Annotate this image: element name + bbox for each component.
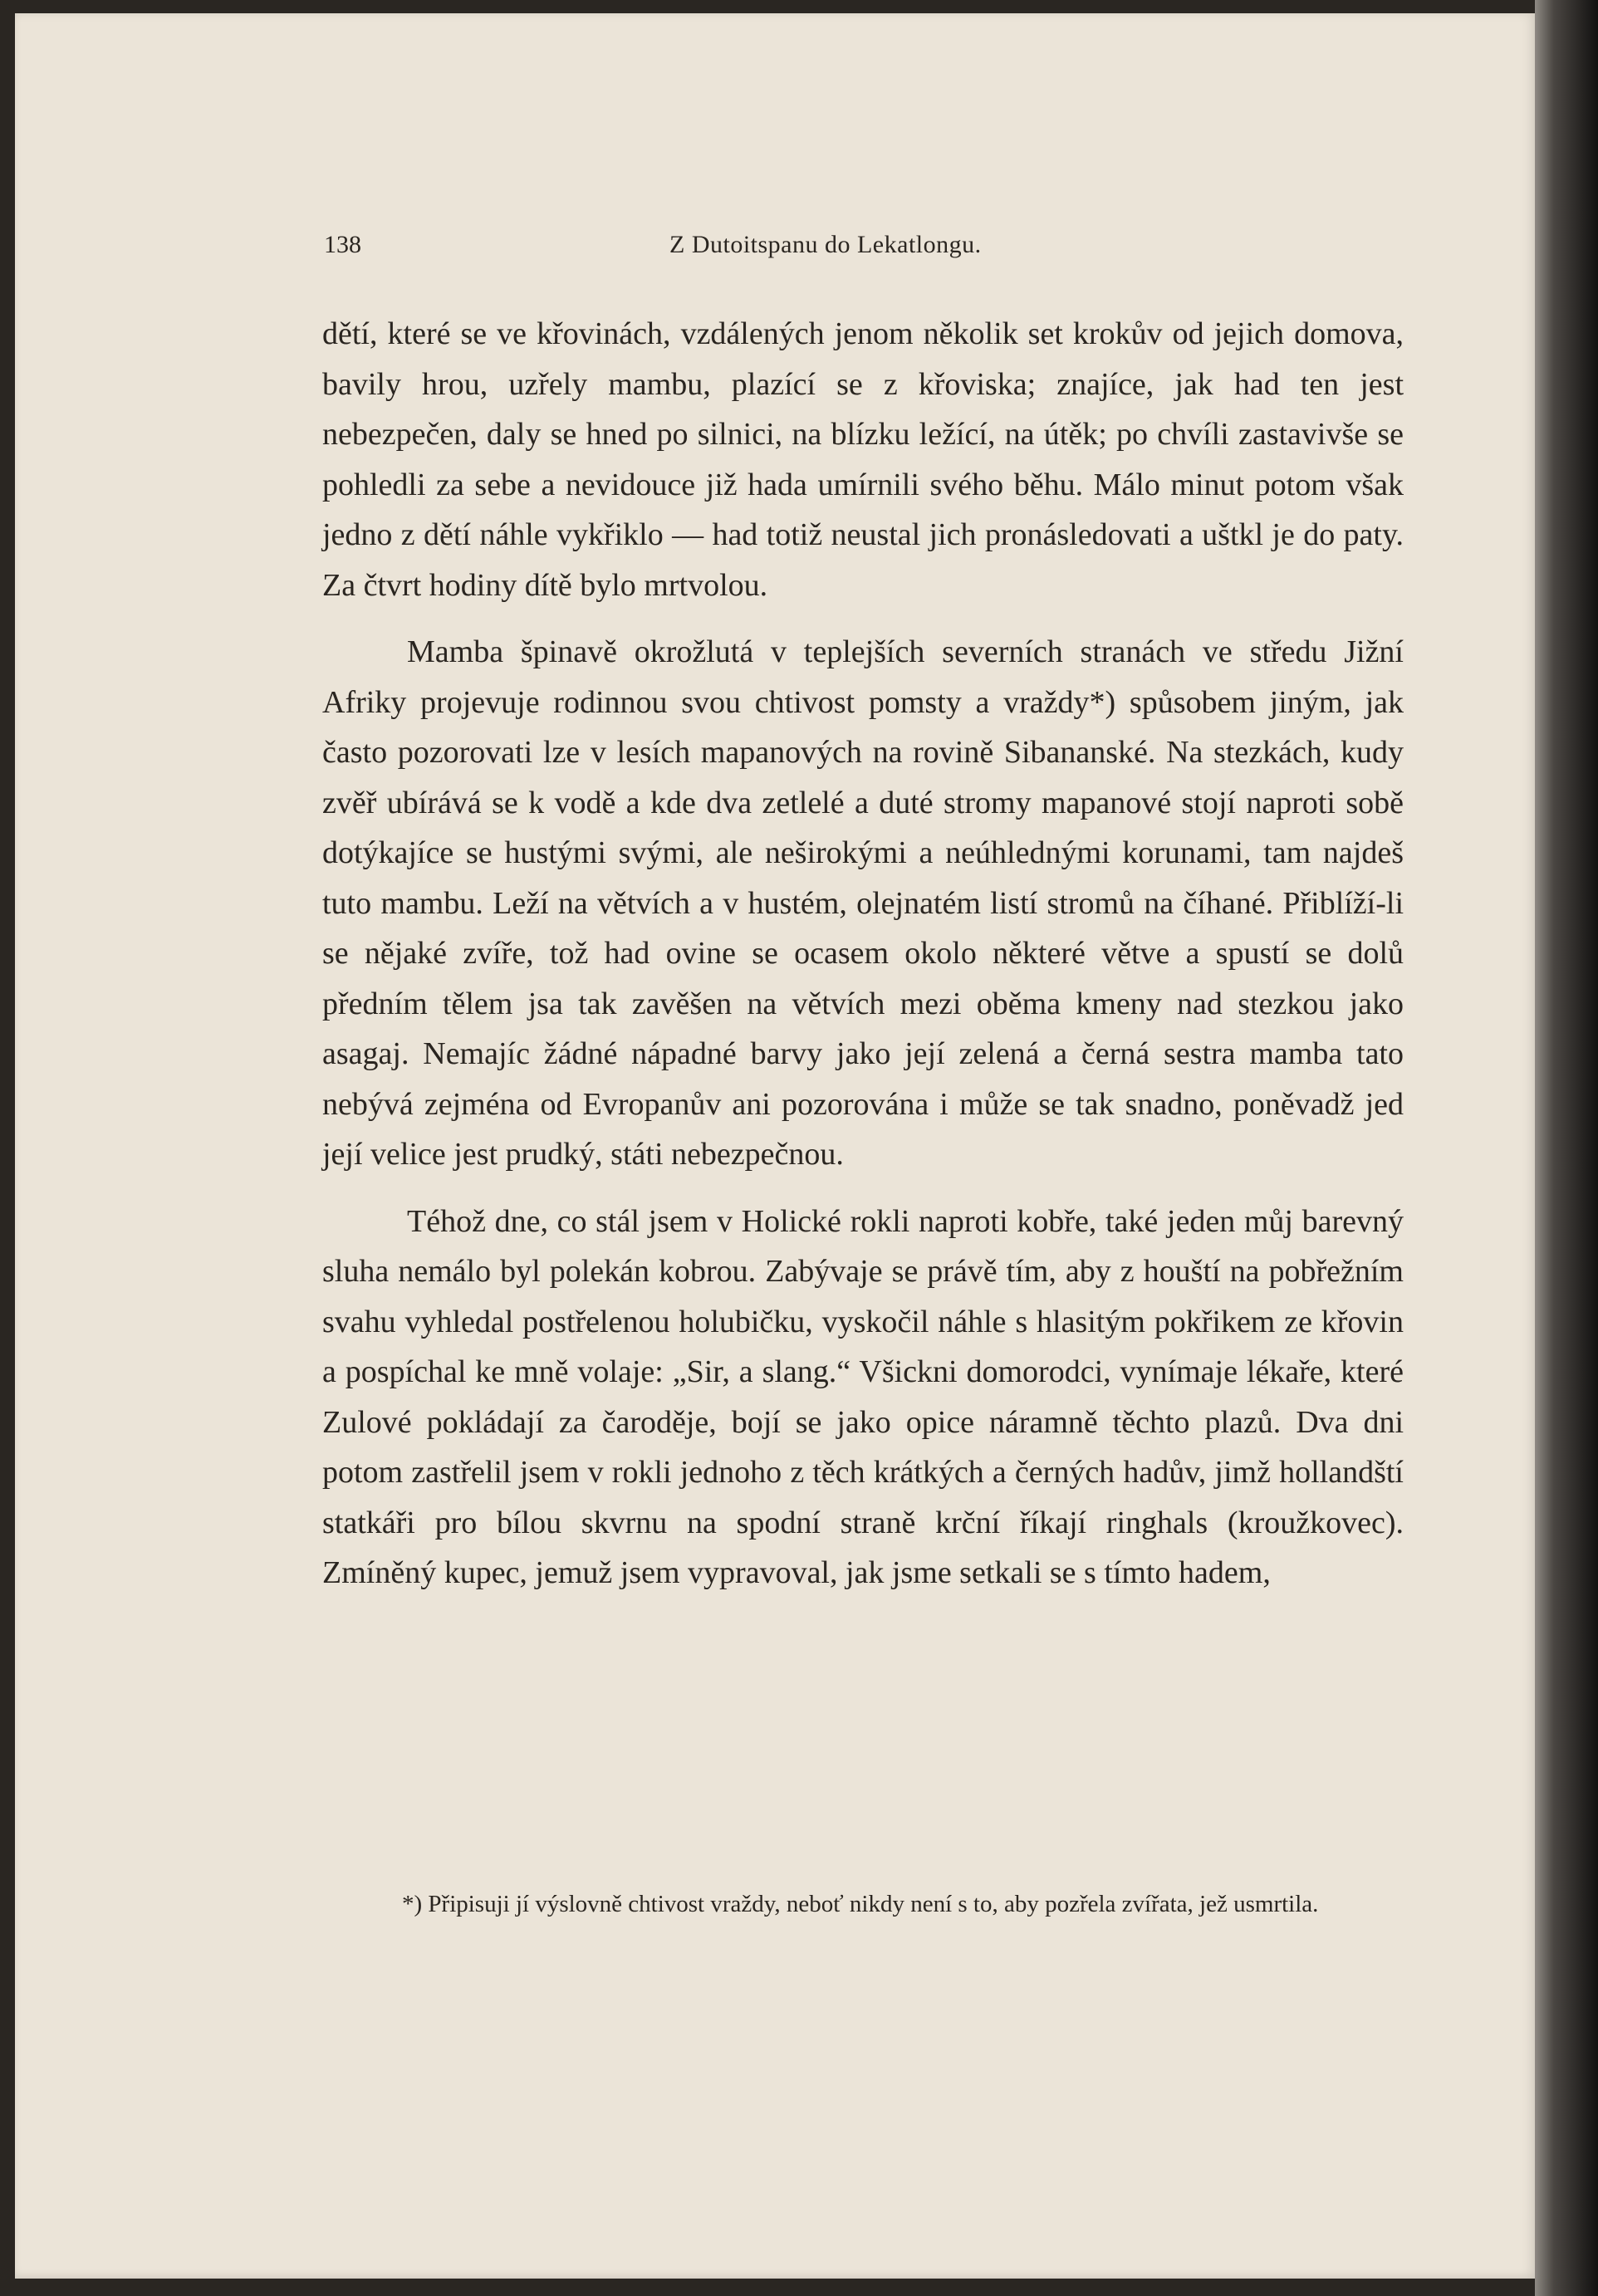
body-text <box>322 309 1404 1598</box>
running-title: Z Dutoitspanu do Lekatlongu. <box>669 231 982 258</box>
page-number: 138 <box>324 231 361 258</box>
paragraph-2: Mamba špinavě okrožlutá v teplejších severních stranách ve středu Jižní Afriky projevuje rodinnou svou chtivost pomsty a vraždy*) spůsobem jiným, jak často pozorovati lze v lesích mapanových na rovině Sibananské. Na stezkách, kudy zvěř ubírává se k vodě a kde dva zetlelé a duté stromy mapanové stojí naproti sobě dotýkajíce se hustými svými, ale neširokými a neúhlednými korunami, tam najdeš tuto mambu. Leží na větvích a v hustém, olejnatém listí stromů na číhané. Přiblíží-li se nějaké zvíře, tož had ovine se ocasem okolo některé větve a spustí se dolů předním tělem jsa tak zavěšen na větvích mezi oběma kmeny nad stezkou jako asagaj. Nemajíc žádné nápadné barvy jako její zelená a černá sestra mamba tato nebývá zejména od Evropanův ani pozorována i může se tak snadno, poněvadž jed její velice jest prudký, státi nebezpečnou. <box>322 634 1404 1172</box>
scan-page-edge <box>1535 0 1598 2296</box>
paragraph-1: dětí, které se ve křovinách, vzdálených jenom několik set krokův od jejich domova, bavily hrou, uzřely mambu, plazící se z křoviska; znajíce, jak had ten jest nebezpečen, daly se hned po silnici, na blízku ležící, na útěk; po chvíli zastavivše se pohledli za sebe a nevidouce již hada umírnili svého běhu. Málo minut potom však jedno z dětí náhle vykřiklo — had totiž neustal jich pronásledovati a uštkl je do paty. Za čtvrt hodiny dítě bylo mrtvolou. <box>322 316 1404 603</box>
footnote-text: *) Připisuji jí výslovně chtivost vraždy, neboť nikdy není s to, aby pozřela zvířata, jež usmrtila. <box>402 1891 1319 1917</box>
footnote <box>322 1883 1404 1926</box>
page-header <box>324 231 1105 271</box>
paragraph-3: Téhož dne, co stál jsem v Holické rokli naproti kobře, také jeden můj barevný sluha nemálo byl polekán kobrou. Zabývaje se právě tím, aby z houští na pobřežním svahu vyhledal postřelenou holubičku, vyskočil náhle s hlasitým pokřikem ze křovin a pospíchal ke mně volaje: „Sir, a slang.“ Všickni domorodci, vynímaje lékaře, které Zulové pokládají za čaroděje, bojí se jako opice náramně těchto plazů. Dva dni potom zastřelil jsem v rokli jednoho z těch krátkých a černých hadův, jimž hollandští statkáři pro bílou skvrnu na spodní straně krční říkají ringhals (kroužkovec). Zmíněný kupec, jemuž jsem vypravoval, jak jsme setkali se s tímto hadem, <box>322 1203 1404 1590</box>
